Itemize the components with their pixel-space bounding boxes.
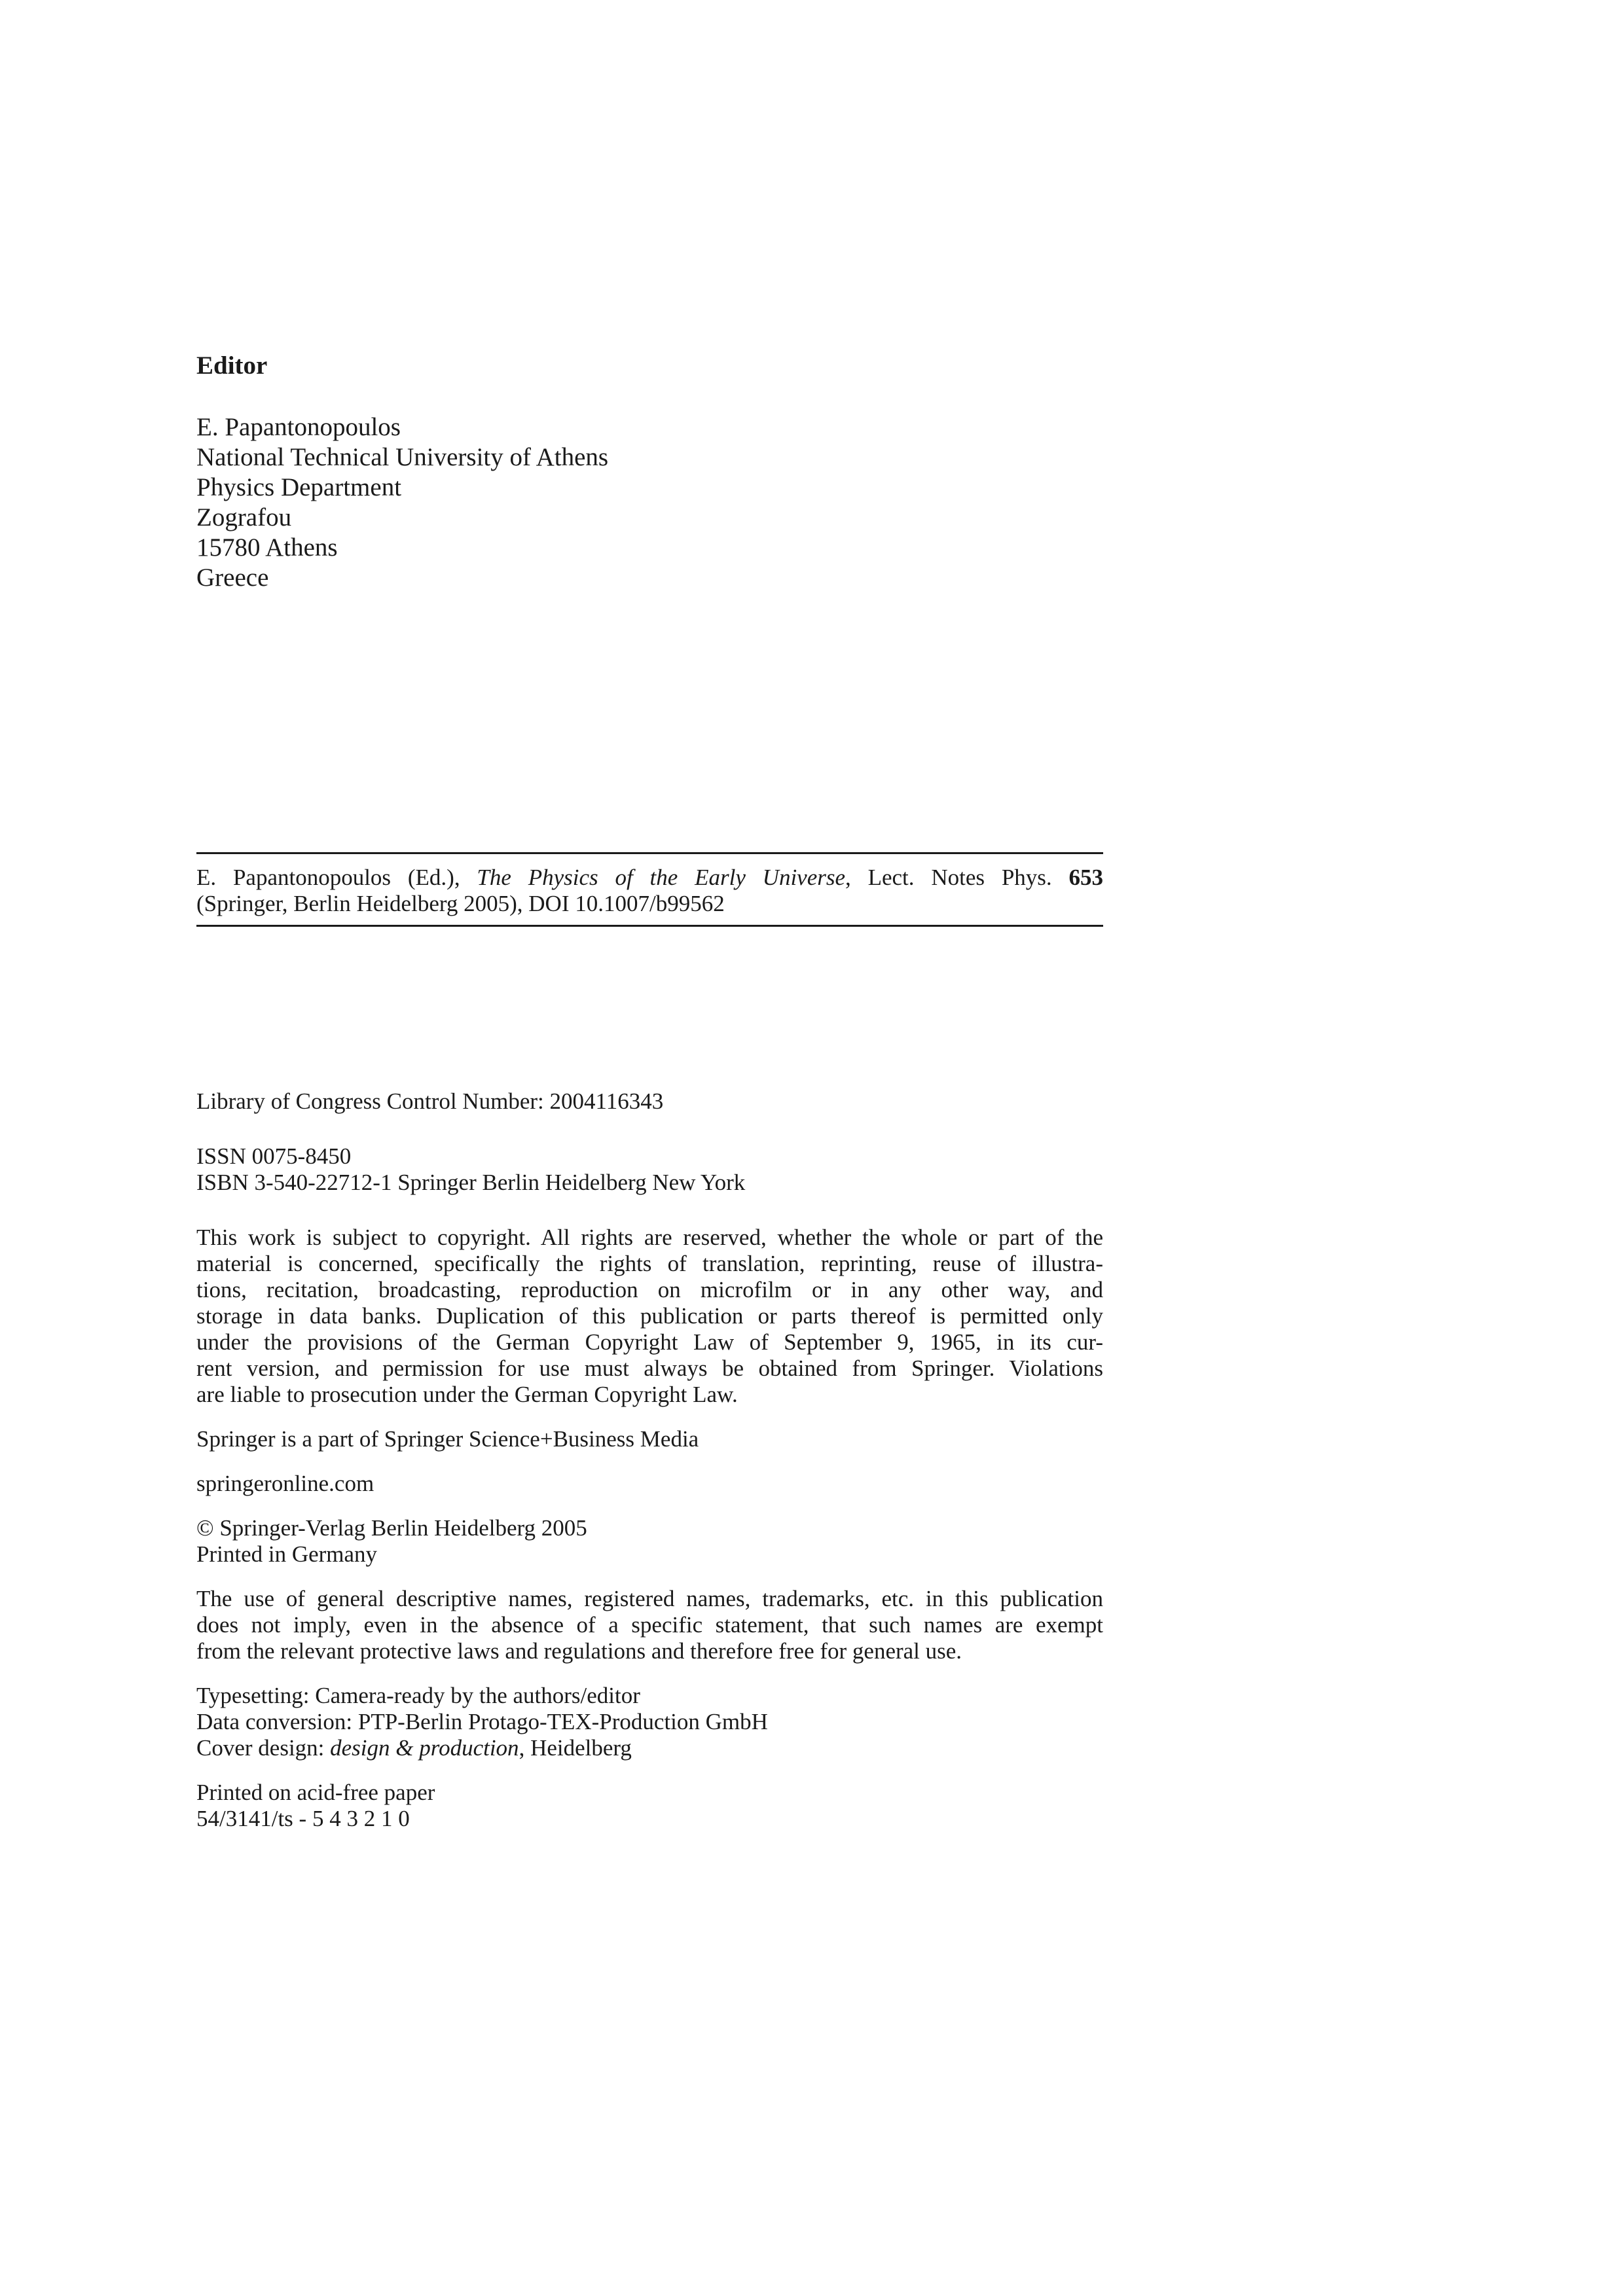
cover-design-name: design & production	[330, 1735, 519, 1761]
data-conversion-text: Data conversion: PTP-Berlin Protago-TEX-Production GmbH	[196, 1709, 768, 1734]
copyright-line: under the provisions of the German Copyright Law of September 9, 1965, in its cur-	[196, 1329, 1103, 1355]
typesetting-text: Typesetting: Camera-ready by the authors/editor	[196, 1683, 640, 1708]
lccn-text: Library of Congress Control Number: 2004116343	[196, 1088, 664, 1114]
cover-design-text	[196, 1735, 1103, 1761]
citation-series: , Lect. Notes Phys.	[845, 865, 1069, 890]
springer-part-text: Springer is a part of Springer Science+Business Media	[196, 1426, 699, 1452]
issn-text: ISSN 0075-8450	[196, 1143, 352, 1169]
paper-text: Printed on acid-free paper	[196, 1780, 435, 1805]
editor-country: Greece	[196, 564, 269, 592]
trademark-line: from the relevant protective laws and regulations and therefore free for general use.	[196, 1638, 962, 1664]
imprint-block	[196, 1088, 1103, 1832]
isbn-text: ISBN 3-540-22712-1 Springer Berlin Heidelberg New York	[196, 1170, 746, 1195]
copyright-line: material is concerned, specifically the rights of translation, reprinting, reuse of illustra-	[196, 1251, 1103, 1276]
print-code-text: 54/3141/ts - 5 4 3 2 1 0	[196, 1806, 410, 1831]
trademark-paragraph	[196, 1586, 1103, 1664]
citation-title: The Physics of the Early Universe	[477, 865, 846, 890]
citation-box	[196, 852, 1103, 927]
cover-design-prefix: Cover design:	[196, 1735, 331, 1761]
editor-institution: National Technical University of Athens	[196, 443, 609, 471]
trademark-line: The use of general descriptive names, registered names, trademarks, etc. in this publication	[196, 1586, 1103, 1611]
copyright-line: are liable to prosecution under the German Copyright Law.	[196, 1382, 738, 1407]
copyright-notice: © Springer-Verlag Berlin Heidelberg 2005	[196, 1515, 587, 1541]
copyright-line: This work is subject to copyright. All rights are reserved, whether the whole or part of the	[196, 1225, 1103, 1250]
editor-address	[196, 412, 1103, 593]
trademark-line: does not imply, even in the absence of a specific statement, that such names are exempt	[196, 1612, 1103, 1638]
editor-city: 15780 Athens	[196, 533, 338, 562]
cover-design-suffix: , Heidelberg	[519, 1735, 632, 1761]
copyright-paragraph	[196, 1225, 1103, 1408]
editor-block	[196, 351, 1103, 593]
citation-line-2: (Springer, Berlin Heidelberg 2005), DOI 10.1007/b99562	[196, 891, 725, 916]
website-text: springeronline.com	[196, 1471, 374, 1496]
citation-volume: 653	[1068, 865, 1103, 890]
copyright-line: rent version, and permission for use must always be obtained from Springer. Violations	[196, 1355, 1103, 1381]
citation-authors: E. Papantonopoulos (Ed.),	[196, 865, 477, 890]
citation-line-1	[196, 865, 1103, 891]
copyright-line: tions, recitation, broadcasting, reproduction on microfilm or in any other way, and	[196, 1277, 1103, 1302]
editor-heading: Editor	[196, 351, 268, 380]
printed-in-text: Printed in Germany	[196, 1541, 378, 1567]
editor-district: Zografou	[196, 503, 292, 531]
editor-name: E. Papantonopoulos	[196, 413, 401, 441]
editor-department: Physics Department	[196, 473, 402, 501]
copyright-line: storage in data banks. Duplication of this publication or parts thereof is permitted only	[196, 1303, 1103, 1329]
